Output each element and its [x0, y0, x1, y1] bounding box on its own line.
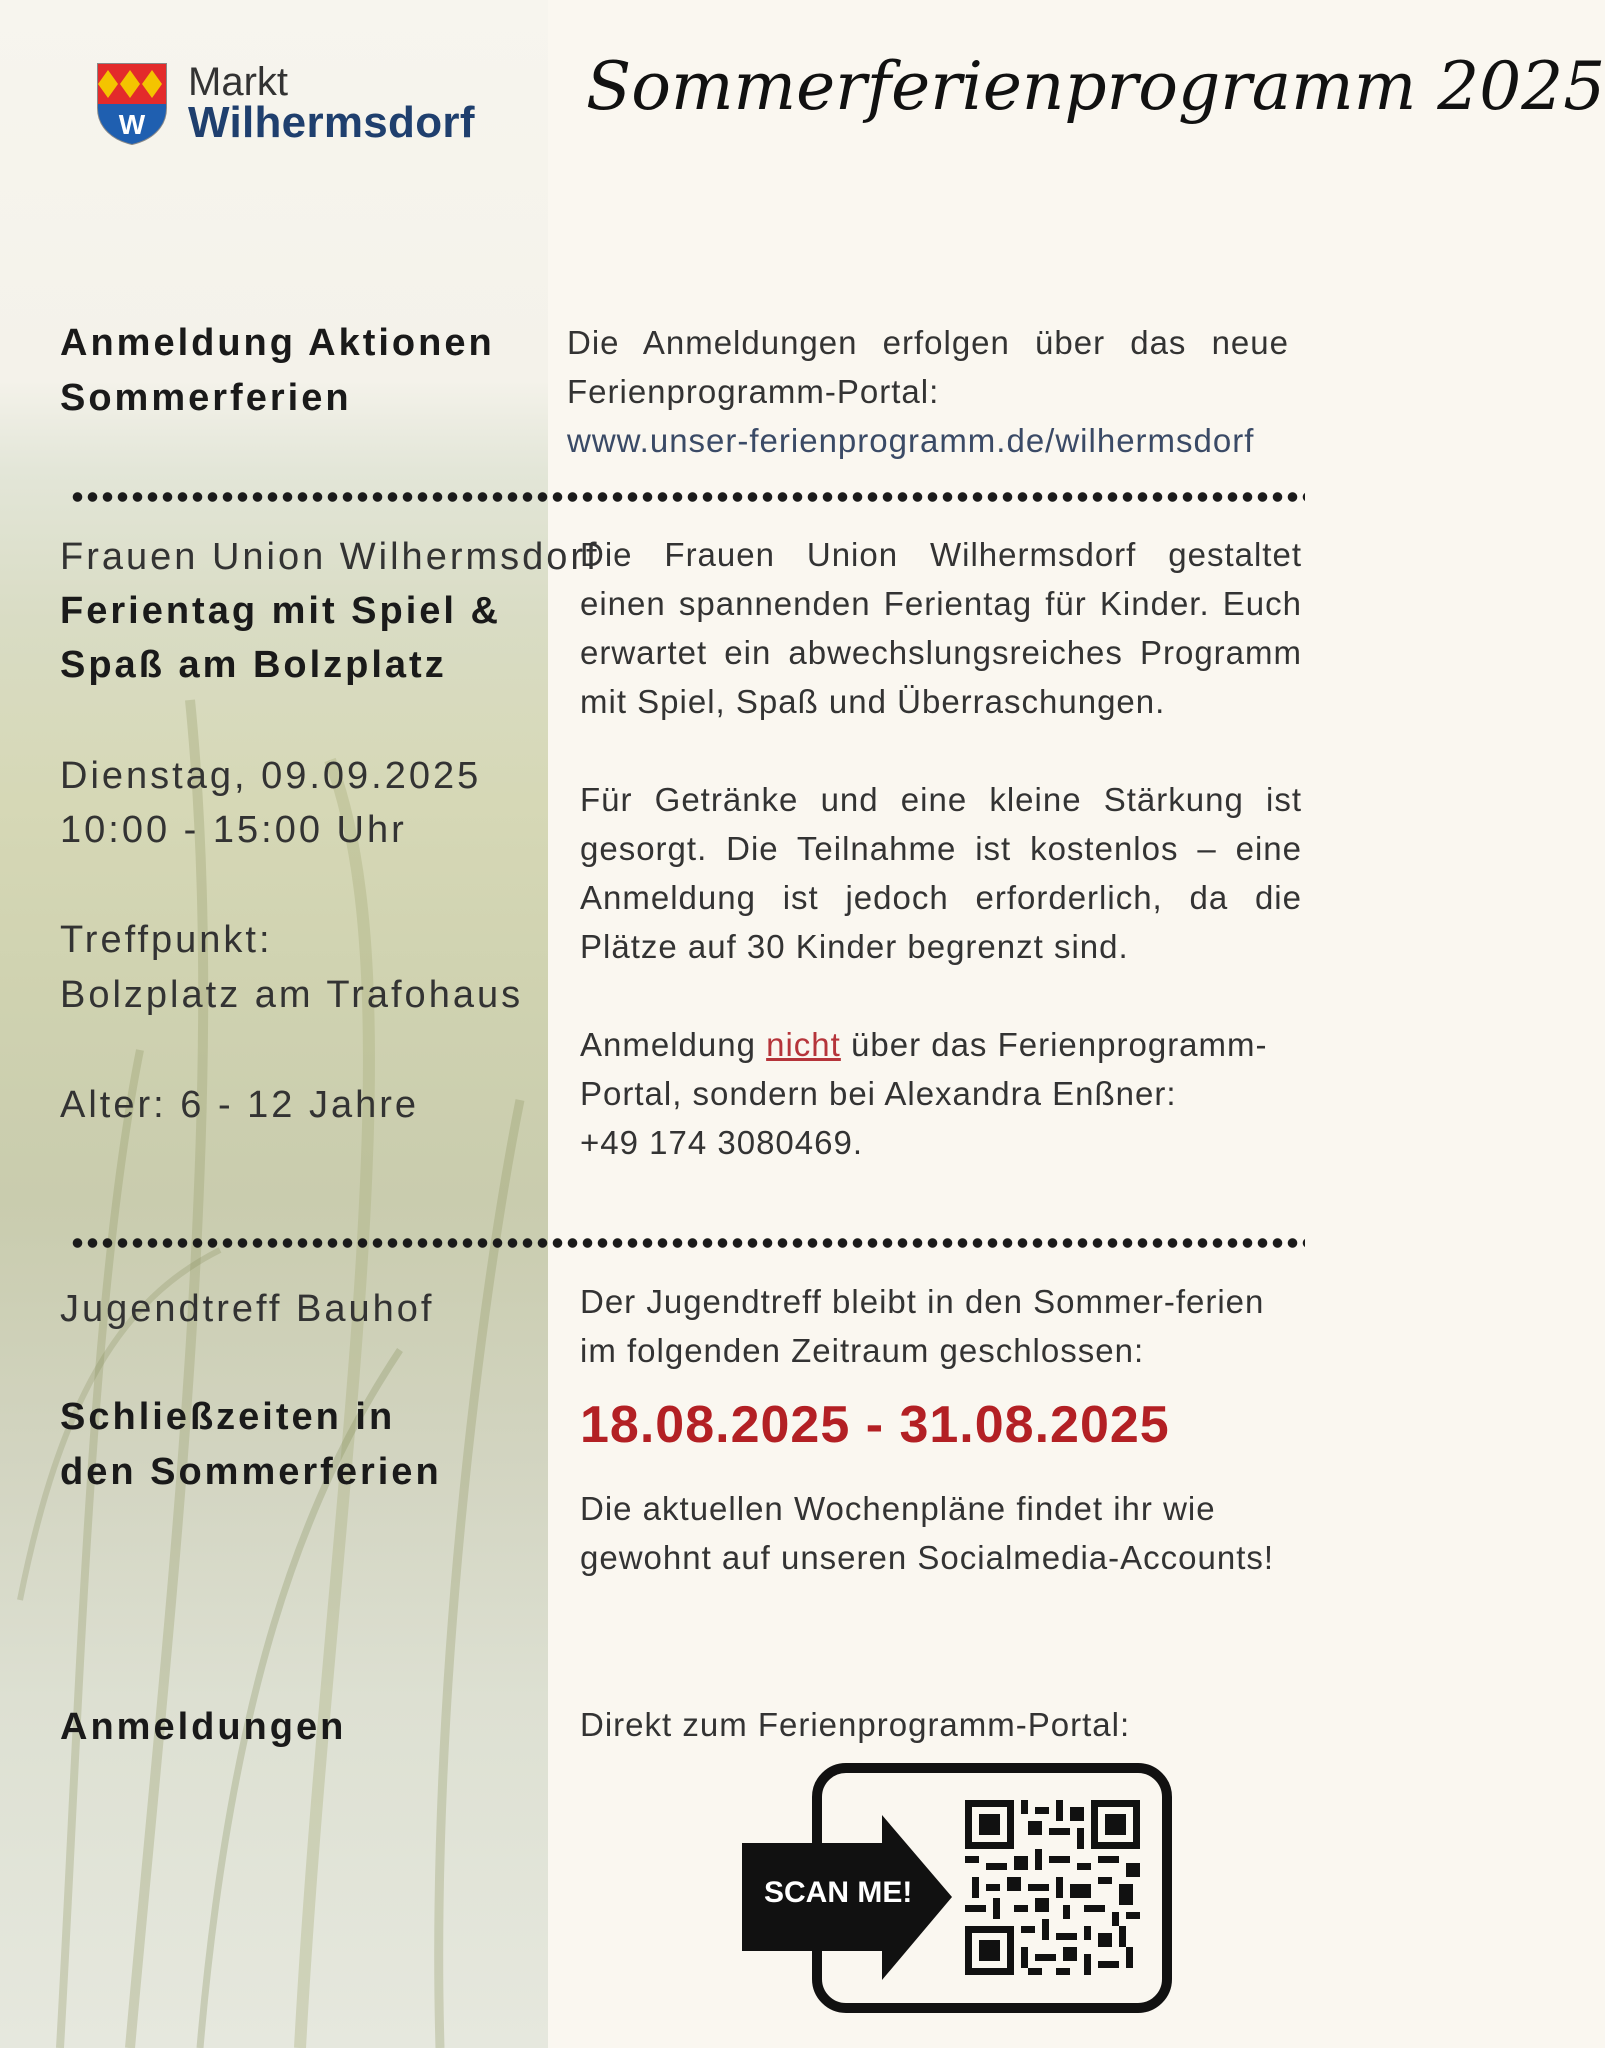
registration-text-block — [567, 318, 1289, 465]
jugendtreff-title-line2: den Sommerferien — [60, 1451, 442, 1493]
municipality-logo — [96, 62, 476, 152]
frauen-union-para1: Die Frauen Union Wilhermsdorf gestaltet einen spannenden Ferientag für Kinder. Euch erwartet ein abwechslungsreiches Programm mit Spiel, Spaß und Überraschungen. — [580, 536, 1302, 720]
para3-before: Anmeldung — [580, 1026, 767, 1063]
logo-line1: Markt — [188, 60, 288, 104]
jugendtreff-text2: Die aktuellen Wochenpläne findet ihr wie gewohnt auf unseren Socialmedia-Accounts! — [580, 1490, 1275, 1576]
meeting-label: Treffpunkt: — [60, 919, 273, 961]
coat-of-arms-icon — [96, 62, 168, 146]
scan-me-label: SCAN ME! — [764, 1876, 913, 1909]
frauen-union-para3-line2: Portal, sondern bei Alexandra Enßner: — [580, 1075, 1177, 1112]
frauen-union-organizer: Frauen Union Wilhermsdorf — [60, 536, 600, 578]
portal-direct-text: Direkt zum Ferienprogramm-Portal: — [580, 1706, 1131, 1743]
para3-after: über das Ferienprogramm- — [840, 1026, 1268, 1063]
closure-dates: 18.08.2025 - 31.08.2025 — [580, 1396, 1170, 1454]
dotted-divider-1 — [70, 492, 1305, 502]
anmeldungen-heading: Anmeldungen — [60, 1706, 347, 1748]
svg-text:W: W — [118, 109, 146, 140]
jugendtreff-text1: Der Jugendtreff bleibt in den Sommer-ferien im folgenden Zeitraum geschlossen: — [580, 1283, 1265, 1369]
frauen-union-para2: Für Getränke und eine kleine Stärkung ist gesorgt. Die Teilnahme ist kostenlos – eine Anmeldung ist jedoch erforderlich, da die Plätze auf 30 Kinder begrenzt sind. — [580, 781, 1302, 965]
event-time: 10:00 - 15:00 Uhr — [60, 809, 407, 851]
registration-text: Die Anmeldungen erfolgen über das neue Ferienprogramm-Portal: — [567, 324, 1289, 410]
qr-code-icon[interactable] — [965, 1800, 1140, 1975]
frauen-union-title-line2: Spaß am Bolzplatz — [60, 644, 447, 686]
registration-url-link[interactable]: www.unser-ferienprogramm.de/wilhermsdorf — [567, 422, 1255, 459]
registration-heading-line2: Sommerferien — [60, 377, 352, 419]
registration-heading-line1: Anmeldung Aktionen — [60, 322, 495, 364]
frauen-union-title-line1: Ferientag mit Spiel & — [60, 590, 501, 632]
frauen-union-para3 — [580, 1020, 1302, 1069]
event-date: Dienstag, 09.09.2025 — [60, 755, 482, 797]
frauen-union-description — [580, 530, 1302, 1167]
jugendtreff-organizer: Jugendtreff Bauhof — [60, 1288, 435, 1330]
page-title: Sommerferienprogramm 2025 — [586, 48, 1605, 125]
nicht-highlight: nicht — [766, 1026, 841, 1063]
contact-phone: +49 174 3080469. — [580, 1124, 864, 1161]
dotted-divider-2 — [70, 1238, 1305, 1248]
logo-line2: Wilhermsdorf — [188, 98, 475, 147]
meeting-place: Bolzplatz am Trafohaus — [60, 974, 524, 1016]
age-range: Alter: 6 - 12 Jahre — [60, 1084, 420, 1126]
jugendtreff-title-line1: Schließzeiten in — [60, 1396, 396, 1438]
